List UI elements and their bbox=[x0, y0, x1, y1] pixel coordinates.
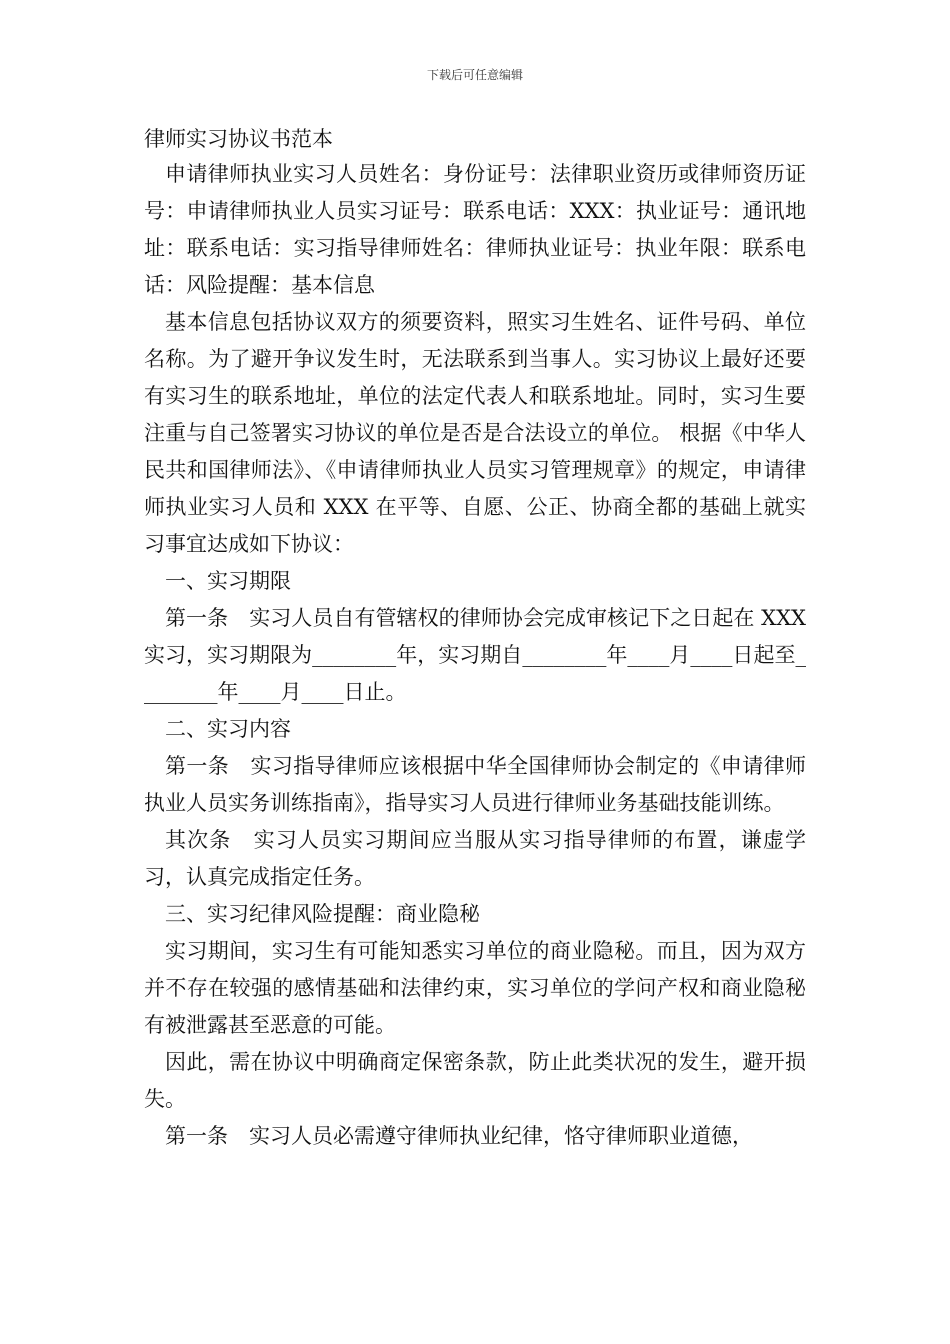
paragraph-basic-info: 基本信息包括协议双方的须要资料，照实习生姓名、证件号码、单位名称。为了避开争议发生时，无法联系到当事人。实习协议上最好还要有实习生的联系地址，单位的法定代表人和联系地址。同时，实习生要注重与自己签署实习协议的单位是否是合法设立的单位。 根据《中华人民共和国律师法》、《申请律师执业人员实习管理规章》的规定，申请律师执业实习人员和 XXX 在平等、自愿、公正、协商全都的基础上就实习事宜达成如下协议： bbox=[144, 310, 806, 556]
paragraph-trade-secret: 实习期间，实习生有可能知悉实习单位的商业隐秘。而且，因为双方并不存在较强的感情基础和法律约束，实习单位的学问产权和商业隐秘有被泄露甚至恶意的可能。 bbox=[144, 939, 806, 1037]
section-heading-discipline: 三、实习纪律风险提醒：商业隐秘 bbox=[165, 902, 480, 926]
paragraph-content-article-1: 第一条 实习指导律师应该根据中华全国律师协会制定的《申请律师执业人员实务训练指南》，指导实习人员进行律师业务基础技能训练。 bbox=[144, 754, 806, 815]
paragraph-discipline-article-1: 第一条 实习人员必需遵守律师执业纪律，恪守律师职业道德， bbox=[165, 1124, 753, 1148]
paragraph-content-article-2: 其次条 实习人员实习期间应当服从实习指导律师的布置，谦虚学习，认真完成指定任务。 bbox=[144, 828, 806, 889]
page-header-note: 下载后可任意编辑 bbox=[426, 68, 523, 82]
document-body bbox=[144, 122, 806, 1155]
paragraph-confidentiality: 因此，需在协议中明确商定保密条款，防止此类状况的发生，避开损失。 bbox=[144, 1050, 806, 1111]
section-heading-content: 二、实习内容 bbox=[165, 717, 291, 741]
paragraph-applicant-info: 申请律师执业实习人员姓名：身份证号：法律职业资历或律师资历证号：申请律师执业人员实习证号：联系电话：XXX：执业证号：通讯地址：联系电话：实习指导律师姓名：律师执业证号：执业年限：联系电话：风险提醒：基本信息 bbox=[144, 162, 806, 297]
paragraph-period-article-1: 第一条 实习人员自有管辖权的律师协会完成审核记下之日起在 XXX 实习，实习期限为________年，实习期自________年____月____日起至________年____月____日止。 bbox=[144, 606, 806, 704]
section-heading-period: 一、实习期限 bbox=[165, 569, 291, 593]
document-title: 律师实习协议书范本 bbox=[144, 127, 333, 151]
